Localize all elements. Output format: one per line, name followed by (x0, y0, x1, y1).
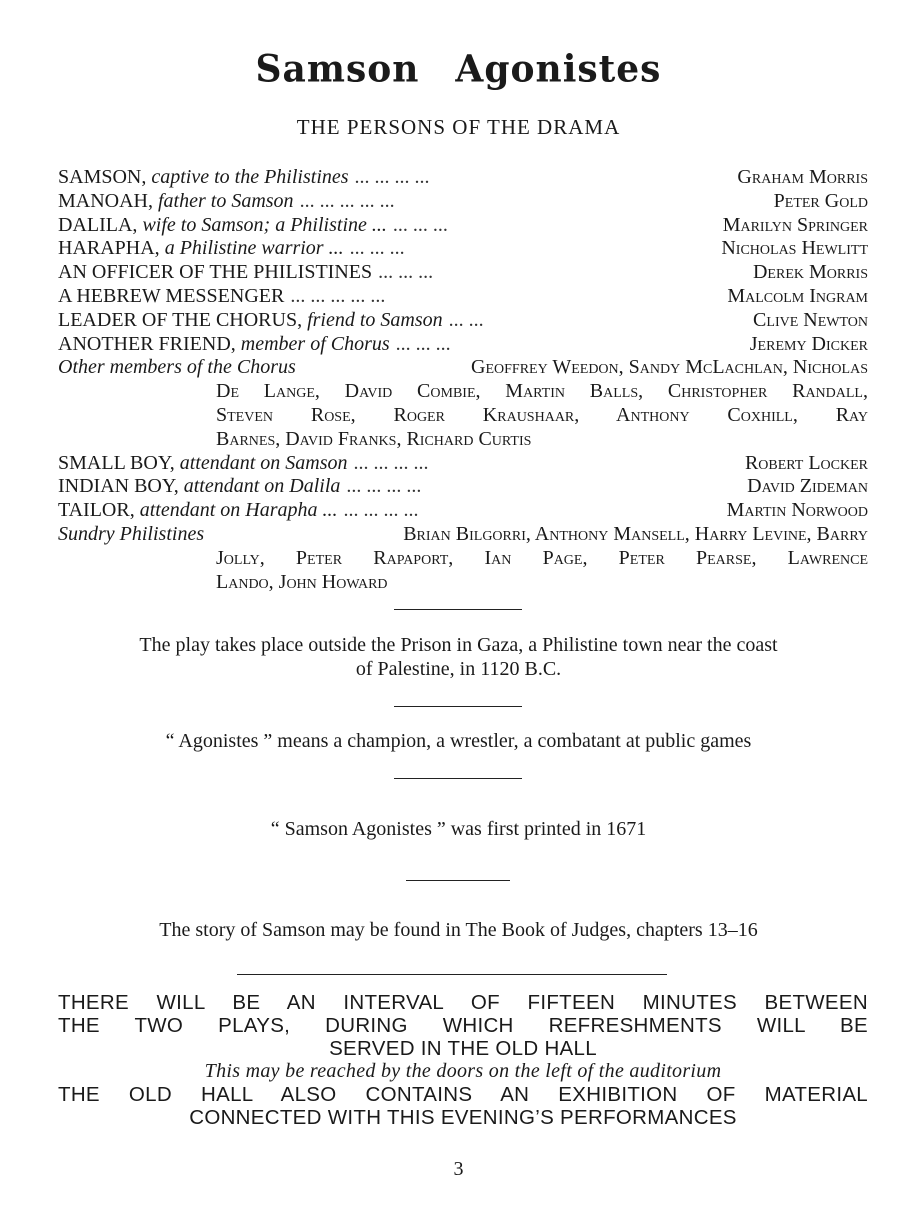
philistines-members-line: Jolly, Peter Rapaport, Ian Page, Peter Pearse, Lawrence (216, 546, 868, 569)
notice-line: THERE WILL BE AN INTERVAL OF FIFTEEN MINUTES BETWEEN (58, 991, 868, 1014)
chorus-members-line: Barnes, David Franks, Richard Curtis (216, 427, 532, 450)
chorus-members-line: De Lange, David Combie, Martin Balls, Christopher Randall, (216, 380, 868, 403)
story-note: The story of Samson may be found in The Book of Judges, chapters 13–16 (159, 919, 758, 941)
printed-note: “ Samson Agonistes ” was first printed in 1671 (270, 818, 647, 840)
chorus-members-line: Geoffrey Weedon, Sandy McLachlan, Nicholas (471, 356, 868, 379)
leader-dots: ... ... ... (349, 237, 405, 260)
leader-dots: ... ... ... (395, 332, 451, 355)
actor-name: Jeremy Dicker (749, 332, 868, 355)
chorus-members-line: Steven Rose, Roger Kraushaar, Anthony Coxhill, Ray (216, 403, 868, 426)
cast-row (58, 475, 868, 499)
role-name: HARAPHA, (58, 237, 160, 260)
leader-dots: ... ... (448, 308, 484, 331)
cast-row (58, 237, 868, 261)
actor-name: Malcolm Ingram (727, 284, 868, 307)
role-description: attendant on Harapha ... (139, 499, 338, 522)
page-number: 3 (453, 1158, 464, 1180)
leader-dots: ... ... ... ... (354, 166, 430, 188)
role-description: father to Samson (158, 189, 294, 212)
cast-row (58, 166, 868, 190)
notice-directions: This may be reached by the doors on the left of the auditorium (204, 1060, 722, 1082)
leader-dots: ... ... ... ... (353, 451, 429, 474)
actor-name: Derek Morris (752, 261, 868, 284)
role-name: LEADER OF THE CHORUS, (58, 308, 303, 331)
role-name: DALILA, (58, 213, 138, 236)
philistines-members-line: Lando, John Howard (216, 570, 388, 593)
leader-dots: ... ... ... ... ... (290, 284, 386, 307)
cast-row (58, 309, 868, 333)
leader-dots: ... ... ... ... (346, 475, 422, 498)
role-description: a Philistine warrior ... (164, 237, 344, 260)
cast-row (58, 190, 868, 214)
cast-row (58, 333, 868, 357)
divider-rule (394, 778, 522, 779)
role-name: MANOAH, (58, 189, 153, 212)
title-word-1: Samson (255, 46, 420, 92)
actor-name: Martin Norwood (726, 499, 868, 522)
long-divider-rule (237, 974, 667, 975)
role-name: AN OFFICER OF THE PHILISTINES (58, 261, 373, 284)
role-name: SMALL BOY, (58, 451, 175, 474)
cast-row (58, 452, 868, 476)
divider-rule (406, 880, 510, 881)
setting-line: The play takes place outside the Prison in Gaza, a Philistine town near the coast (139, 634, 778, 656)
meaning-note: “ Agonistes ” means a champion, a wrestler, a combatant at public games (165, 730, 752, 752)
actor-name: Robert Locker (744, 451, 868, 474)
notice-line: THE OLD HALL ALSO CONTAINS AN EXHIBITION OF MATERIAL (58, 1083, 868, 1106)
leader-dots: ... ... ... ... ... (299, 189, 395, 212)
interval-notice (58, 991, 868, 1129)
chorus-first-line (58, 356, 868, 380)
cast-row (58, 214, 868, 238)
role-description: friend to Samson (307, 308, 443, 331)
role-description: attendant on Samson (179, 451, 348, 474)
leader-dots: ... ... ... (392, 213, 448, 236)
role-description: wife to Samson; a Philistine ... (142, 213, 387, 236)
actor-name: Graham Morris (737, 166, 868, 188)
notice-line: SERVED IN THE OLD HALL (329, 1037, 597, 1060)
role-name: INDIAN BOY, (58, 475, 179, 498)
role-name: ANOTHER FRIEND, (58, 332, 236, 355)
philistines-members-line: Brian Bilgorri, Anthony Mansell, Harry Levine, Barry (403, 522, 868, 545)
philistines-first-line (58, 523, 868, 547)
setting-line: of Palestine, in 1120 B.C. (355, 658, 562, 680)
philistines-label: Sundry Philistines (58, 522, 205, 545)
title-word-2: Agonistes (455, 46, 662, 92)
section-heading: THE PERSONS OF THE DRAMA (296, 115, 621, 139)
actor-name: Nicholas Hewlitt (721, 237, 868, 260)
leader-dots: ... ... ... (378, 261, 434, 284)
cast-row (58, 499, 868, 523)
actor-name: Peter Gold (773, 189, 868, 212)
role-name: SAMSON, (58, 166, 147, 188)
actor-name: Clive Newton (753, 308, 868, 331)
divider-rule (394, 706, 522, 707)
divider-rule (394, 609, 522, 610)
actor-name: David Zideman (747, 475, 868, 498)
cast-list (58, 166, 868, 594)
setting-note (50, 633, 867, 681)
actor-name: Marilyn Springer (722, 213, 868, 236)
cast-row (58, 285, 868, 309)
chorus-label: Other members of the Chorus (58, 356, 296, 379)
cast-row (58, 261, 868, 285)
role-description: attendant on Dalila (183, 475, 341, 498)
role-name: A HEBREW MESSENGER (58, 284, 285, 307)
role-name: TAILOR, (58, 499, 135, 522)
page-title (0, 47, 917, 91)
role-description: captive to the Philistines (151, 166, 349, 188)
leader-dots: ... ... ... ... (343, 499, 419, 522)
notice-line: THE TWO PLAYS, DURING WHICH REFRESHMENTS WILL BE (58, 1014, 868, 1037)
role-description: member of Chorus (240, 332, 390, 355)
notice-line: CONNECTED WITH THIS EVENING’S PERFORMANCES (189, 1106, 737, 1129)
